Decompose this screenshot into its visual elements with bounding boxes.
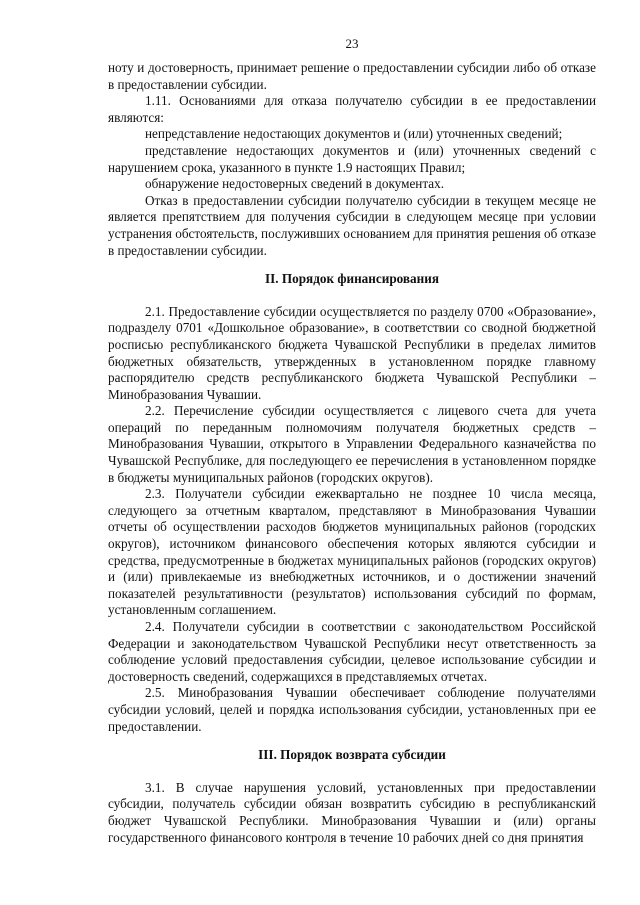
refusal-reason-3: обнаружение недостоверных сведений в документах. xyxy=(145,176,445,192)
paragraph-2-5: 2.5. Минобразования Чувашии обеспечивает соблюдение получателями субсидии условий, целей и порядка использования субсидии, установленных при ее предоставлении. xyxy=(108,685,596,734)
paragraph-2-4: 2.4. Получатели субсидии в соответствии с законодательством Российской Федерации и законодательством Чувашской Республики несут ответственность за соблюдение условий предоставления субсидии, целевое использование субсидии и достоверность сведений, содержащихся в представляемых отчетах. xyxy=(108,619,596,684)
paragraph-2-3: 2.3. Получатели субсидии ежеквартально не позднее 10 числа месяца, следующего за отчетным кварталом, представляют в Минобразования Чувашии отчеты об осуществлении расходов бюджетов муниципальных районов (городских округов), источником финансового обеспечения которых являются субсидии и средства, предусмотренные в бюджетах муниципальных районов (городских округов) и (или) привлекаемые из внебюджетных источников, и о достижении значений показателей результативности (результатов) использования субсидий по формам, установленным соглашением. xyxy=(108,486,596,618)
paragraph-1-11: 1.11. Основаниями для отказа получателю субсидии в ее предоставлении являются: xyxy=(108,93,596,125)
refusal-reason-2: представление недостающих документов и (или) уточненных сведений с нарушением срока, указанного в пункте 1.9 настоящих Правил; xyxy=(108,142,596,175)
refusal-note: Отказ в предоставлении субсидии получателю субсидии в текущем месяце не является препятствием для получения субсидии в следующем месяце при условии устранения обстоятельств, послуживших основанием для принятия решения об отказе в предоставлении субсидии. xyxy=(108,192,596,258)
refusal-reason-1: непредставление недостающих документов и (или) уточненных сведений; xyxy=(145,126,563,142)
paragraph-3-1: 3.1. В случае нарушения условий, установленных при предоставлении субсидии, получатель субсидии обязан возвратить субсидию в республиканский бюджет Чувашской Республики. Минобразования Чувашии и (или) органы государственного финансового контроля в течение 10 рабочих дней со дня принятия xyxy=(108,779,596,845)
section-2-heading: II. Порядок финансирования xyxy=(265,271,439,287)
paragraph-continuation: ноту и достоверность, принимает решение о предоставлении субсидии либо об отказе в предоставлении субсидии. xyxy=(108,60,596,92)
page-number: 23 xyxy=(345,36,359,51)
paragraph-2-1: 2.1. Предоставление субсидии осуществляется по разделу 0700 «Образование», подразделу 0701 «Дошкольное образование», в соответствии со сводной бюджетной росписью республиканского бюджета Чувашской Республики в пределах лимитов бюджетных обязательств, утвержденных в установленном порядке главному распорядителю средств республиканского бюджета Чувашской Республики – Минобразования Чувашии. xyxy=(108,303,596,402)
document-page xyxy=(108,36,596,846)
paragraph-2-2: 2.2. Перечисление субсидии осуществляется с лицевого счета для учета операций по переданным полномочиям получателя бюджетных средств – Минобразования Чувашии, открытого в Управлении Федерального казначейства по Чувашской Республике, для последующего ее перечисления в установленном порядке в бюджеты муниципальных районов (городских округов). xyxy=(108,403,596,485)
section-3-heading: III. Порядок возврата субсидии xyxy=(258,747,446,763)
